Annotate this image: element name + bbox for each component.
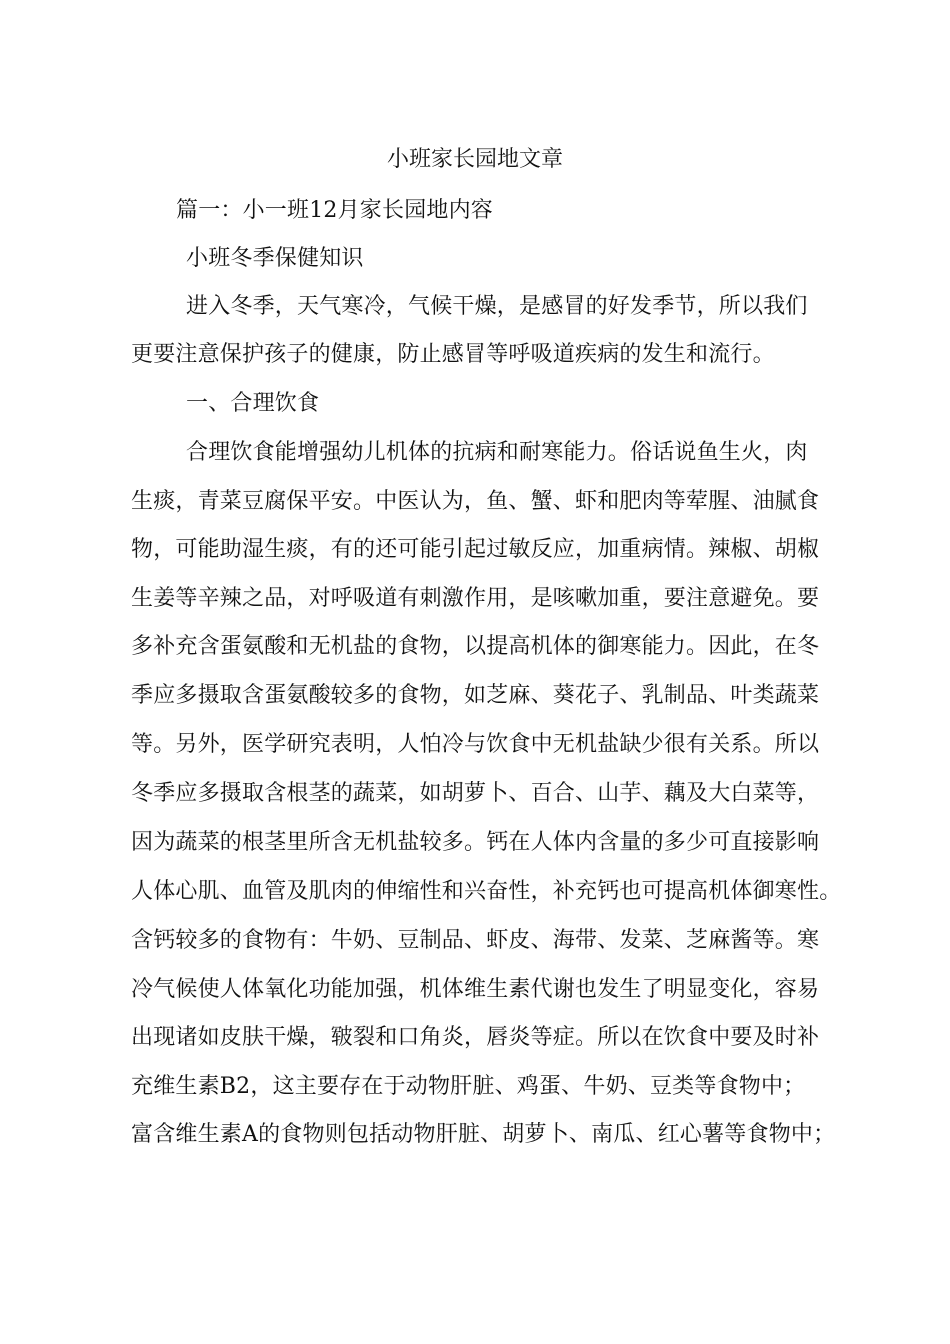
body-line: 合理饮食能增强幼儿机体的抗病和耐寒能力。俗话说鱼生火，肉 — [186, 440, 808, 465]
body-line: 含钙较多的食物有：牛奶、豆制品、虾皮、海带、发菜、芝麻酱等。寒 — [131, 928, 820, 953]
intro-line-2: 更要注意保护孩子的健康，防止感冒等呼吸道疾病的发生和流行。 — [131, 342, 775, 367]
body-line: 季应多摄取含蛋氨酸较多的食物，如芝麻、葵花子、乳制品、叶类蔬菜 — [131, 683, 820, 708]
subheading: 小班冬季保健知识 — [186, 246, 364, 271]
body-line: 等。另外，医学研究表明，人怕冷与饮食中无机盐缺少很有关系。所以 — [131, 732, 820, 757]
body-line: 生痰，青菜豆腐保平安。中医认为，鱼、蟹、虾和肥肉等荤腥、油腻食 — [131, 489, 820, 514]
body-line: 出现诸如皮肤干燥，皲裂和口角炎，唇炎等症。所以在饮食中要及时补 — [131, 1025, 820, 1050]
body-line: 人体心肌、血管及肌肉的伸缩性和兴奋性，补充钙也可提高机体御寒性。 — [131, 879, 842, 904]
body-line: 富含维生素A的食物则包括动物肝脏、胡萝卜、南瓜、红心薯等食物中； — [131, 1122, 836, 1147]
document-title: 小班家长园地文章 — [386, 147, 563, 172]
body-line: 充维生素B2，这主要存在于动物肝脏、鸡蛋、牛奶、豆类等食物中； — [131, 1074, 806, 1099]
point1-heading: 一、合理饮食 — [186, 391, 320, 416]
body-line: 冷气候使人体氧化功能加强，机体维生素代谢也发生了明显变化，容易 — [131, 977, 820, 1002]
intro-line-1: 进入冬季，天气寒冷，气候干燥，是感冒的好发季节，所以我们 — [186, 294, 808, 319]
body-line: 冬季应多摄取含根茎的蔬菜，如胡萝卜、百合、山芋、藕及大白菜等， — [131, 781, 820, 806]
body-line: 生姜等辛辣之品，对呼吸道有刺激作用，是咳嗽加重，要注意避免。要 — [131, 586, 820, 611]
section-heading: 篇一：小一班12月家长园地内容 — [176, 198, 493, 223]
body-line: 物，可能助湿生痰，有的还可能引起过敏反应，加重病情。辣椒、胡椒 — [131, 537, 820, 562]
body-line: 因为蔬菜的根茎里所含无机盐较多。钙在人体内含量的多少可直接影响 — [131, 830, 820, 855]
body-line: 多补充含蛋氨酸和无机盐的食物，以提高机体的御寒能力。因此，在冬 — [131, 634, 820, 659]
